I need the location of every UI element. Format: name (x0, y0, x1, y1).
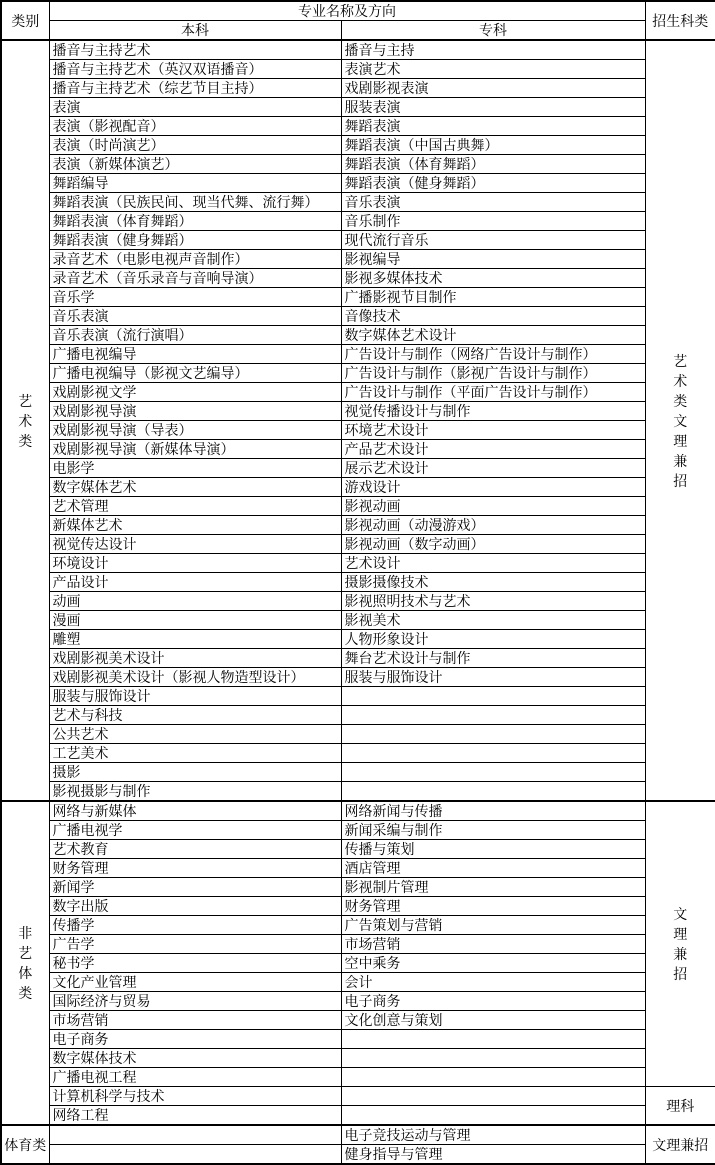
table-row (1, 155, 715, 174)
cell-college-major: 现代流行音乐 (341, 231, 645, 250)
table-row (1, 935, 715, 954)
table-row (1, 782, 715, 802)
cell-undergraduate-major: 新闻学 (49, 878, 341, 897)
cell-college-major: 影视照明技术与艺术 (341, 592, 645, 611)
cell-undergraduate-major: 摄影 (49, 763, 341, 782)
cell-undergraduate-major: 舞蹈表演（民族民间、现当代舞、流行舞） (49, 193, 341, 212)
cell-undergraduate-major: 音乐学 (49, 288, 341, 307)
table-row (1, 40, 715, 60)
cell-undergraduate-major: 表演 (49, 98, 341, 117)
cell-college-major: 游戏设计 (341, 478, 645, 497)
cell-undergraduate-major: 戏剧影视文学 (49, 383, 341, 402)
cell-college-major: 广告设计与制作（平面广告设计与制作） (341, 383, 645, 402)
table-row (1, 649, 715, 668)
table-row (1, 459, 715, 478)
cell-college-major: 舞台艺术设计与制作 (341, 649, 645, 668)
table-row (1, 611, 715, 630)
table-row (1, 136, 715, 155)
cell-undergraduate-major: 动画 (49, 592, 341, 611)
table-row (1, 212, 715, 231)
cell-undergraduate-major: 艺术与科技 (49, 706, 341, 725)
cell-college-major: 影视动画（动漫游戏） (341, 516, 645, 535)
cell-college-major: 空中乘务 (341, 954, 645, 973)
cell-undergraduate-major: 网络与新媒体 (49, 801, 341, 821)
cell-undergraduate-major: 戏剧影视美术设计（影视人物造型设计） (49, 668, 341, 687)
table-row (1, 878, 715, 897)
cell-college-major: 数字媒体艺术设计 (341, 326, 645, 345)
cell-college-major: 舞蹈表演（中国古典舞） (341, 136, 645, 155)
cell-college-major: 摄影摄像技术 (341, 573, 645, 592)
cell-undergraduate-major: 音乐表演（流行演唱） (49, 326, 341, 345)
cell-college-major (341, 725, 645, 744)
table-row (1, 1106, 715, 1126)
table-row (1, 668, 715, 687)
table-row (1, 763, 715, 782)
cell-undergraduate-major: 财务管理 (49, 859, 341, 878)
table-row (1, 269, 715, 288)
table-row (1, 840, 715, 859)
cell-undergraduate-major (49, 1145, 341, 1165)
cell-undergraduate-major: 工艺美术 (49, 744, 341, 763)
cell-undergraduate-major: 环境设计 (49, 554, 341, 573)
cell-college-major: 产品艺术设计 (341, 440, 645, 459)
table-row (1, 1030, 715, 1049)
header-enrollment-type: 招生科类 (645, 1, 715, 40)
table-row (1, 1145, 715, 1165)
cell-college-major: 网络新闻与传播 (341, 801, 645, 821)
cell-undergraduate-major: 戏剧影视美术设计 (49, 649, 341, 668)
cell-undergraduate-major: 戏剧影视导演 (49, 402, 341, 421)
table-row (1, 1087, 715, 1106)
table-row (1, 174, 715, 193)
cell-undergraduate-major: 数字媒体技术 (49, 1049, 341, 1068)
cell-college-major: 戏剧影视表演 (341, 79, 645, 98)
table-row (1, 992, 715, 1011)
table-row (1, 440, 715, 459)
cell-college-major: 影视动画 (341, 497, 645, 516)
cell-college-major: 展示艺术设计 (341, 459, 645, 478)
cell-college-major (341, 1030, 645, 1049)
table-row (1, 859, 715, 878)
table-row (1, 725, 715, 744)
cell-undergraduate-major: 舞蹈表演（体育舞蹈） (49, 212, 341, 231)
table-row (1, 231, 715, 250)
cell-college-major: 影视动画（数字动画） (341, 535, 645, 554)
table-row (1, 821, 715, 840)
cell-college-major: 健身指导与管理 (341, 1145, 645, 1165)
table-row (1, 421, 715, 440)
table-row (1, 516, 715, 535)
table-row (1, 1068, 715, 1087)
cell-college-major: 影视制片管理 (341, 878, 645, 897)
table-row (1, 497, 715, 516)
table-body (1, 40, 715, 1164)
cell-undergraduate-major: 播音与主持艺术（英汉双语播音） (49, 60, 341, 79)
cell-college-major (341, 687, 645, 706)
cell-college-major: 电子竞技运动与管理 (341, 1125, 645, 1145)
cell-college-major (341, 763, 645, 782)
cell-undergraduate-major: 戏剧影视导演（导表） (49, 421, 341, 440)
cell-college-major: 影视美术 (341, 611, 645, 630)
cell-college-major: 视觉传播设计与制作 (341, 402, 645, 421)
cell-undergraduate-major: 广播电视学 (49, 821, 341, 840)
table-row (1, 801, 715, 821)
cell-undergraduate-major: 数字媒体艺术 (49, 478, 341, 497)
cell-college-major (341, 1049, 645, 1068)
cell-college-major: 环境艺术设计 (341, 421, 645, 440)
table-row (1, 383, 715, 402)
cell-undergraduate-major: 计算机科学与技术 (49, 1087, 341, 1106)
table-row (1, 288, 715, 307)
cell-enrollment-type: 文 理 兼 招 (645, 801, 715, 1087)
cell-undergraduate-major: 表演（影视配音） (49, 117, 341, 136)
cell-enrollment-type: 理科 (645, 1087, 715, 1126)
header-undergraduate: 本科 (49, 21, 341, 41)
cell-undergraduate-major (49, 1125, 341, 1145)
cell-undergraduate-major: 电子商务 (49, 1030, 341, 1049)
table-row (1, 706, 715, 725)
cell-college-major: 新闻采编与制作 (341, 821, 645, 840)
table-row (1, 478, 715, 497)
cell-college-major: 服装与服饰设计 (341, 668, 645, 687)
cell-college-major: 广告设计与制作（网络广告设计与制作） (341, 345, 645, 364)
cell-undergraduate-major: 广播电视编导（影视文艺编导） (49, 364, 341, 383)
cell-college-major: 音像技术 (341, 307, 645, 326)
cell-undergraduate-major: 表演（时尚演艺） (49, 136, 341, 155)
cell-undergraduate-major: 艺术教育 (49, 840, 341, 859)
cell-college-major: 舞蹈表演（体育舞蹈） (341, 155, 645, 174)
cell-college-major: 舞蹈表演（健身舞蹈） (341, 174, 645, 193)
table-row (1, 98, 715, 117)
cell-undergraduate-major: 广播电视编导 (49, 345, 341, 364)
cell-undergraduate-major: 产品设计 (49, 573, 341, 592)
header-major-name: 专业名称及方向 (49, 1, 645, 21)
cell-college-major: 传播与策划 (341, 840, 645, 859)
table-row (1, 402, 715, 421)
cell-undergraduate-major: 舞蹈编导 (49, 174, 341, 193)
table-row (1, 345, 715, 364)
cell-undergraduate-major: 国际经济与贸易 (49, 992, 341, 1011)
cell-undergraduate-major: 广播电视工程 (49, 1068, 341, 1087)
cell-undergraduate-major: 播音与主持艺术 (49, 40, 341, 60)
cell-undergraduate-major: 艺术管理 (49, 497, 341, 516)
cell-undergraduate-major: 公共艺术 (49, 725, 341, 744)
table-row (1, 897, 715, 916)
cell-college-major (341, 1087, 645, 1106)
cell-college-major (341, 744, 645, 763)
table-row (1, 744, 715, 763)
table-row (1, 573, 715, 592)
cell-undergraduate-major: 漫画 (49, 611, 341, 630)
cell-undergraduate-major: 音乐表演 (49, 307, 341, 326)
cell-category: 艺 术 类 (1, 40, 49, 801)
cell-college-major: 服装表演 (341, 98, 645, 117)
cell-category: 非 艺 体 类 (1, 801, 49, 1125)
table-row (1, 326, 715, 345)
cell-undergraduate-major: 视觉传达设计 (49, 535, 341, 554)
table-row (1, 954, 715, 973)
cell-college-major: 艺术设计 (341, 554, 645, 573)
table-row (1, 364, 715, 383)
header-college: 专科 (341, 21, 645, 41)
table-row (1, 1011, 715, 1030)
cell-undergraduate-major: 网络工程 (49, 1106, 341, 1126)
cell-college-major: 广告设计与制作（影视广告设计与制作） (341, 364, 645, 383)
cell-category: 体育类 (1, 1125, 49, 1164)
cell-college-major: 影视多媒体技术 (341, 269, 645, 288)
cell-college-major: 电子商务 (341, 992, 645, 1011)
table-row (1, 592, 715, 611)
cell-college-major: 人物形象设计 (341, 630, 645, 649)
cell-college-major (341, 1106, 645, 1126)
cell-undergraduate-major: 服装与服饰设计 (49, 687, 341, 706)
cell-undergraduate-major: 录音艺术（音乐录音与音响导演） (49, 269, 341, 288)
cell-undergraduate-major: 新媒体艺术 (49, 516, 341, 535)
table-row (1, 193, 715, 212)
cell-undergraduate-major: 电影学 (49, 459, 341, 478)
header-category: 类别 (1, 1, 49, 40)
table-row (1, 535, 715, 554)
table-row (1, 973, 715, 992)
cell-undergraduate-major: 广告学 (49, 935, 341, 954)
cell-college-major: 表演艺术 (341, 60, 645, 79)
table-row (1, 630, 715, 649)
cell-undergraduate-major: 雕塑 (49, 630, 341, 649)
cell-college-major: 文化创意与策划 (341, 1011, 645, 1030)
cell-enrollment-type: 文理兼招 (645, 1125, 715, 1164)
table-row (1, 1125, 715, 1145)
cell-college-major: 广播影视节目制作 (341, 288, 645, 307)
table-row (1, 916, 715, 935)
table-row (1, 60, 715, 79)
cell-undergraduate-major: 表演（新媒体演艺） (49, 155, 341, 174)
cell-college-major: 酒店管理 (341, 859, 645, 878)
cell-college-major: 舞蹈表演 (341, 117, 645, 136)
cell-college-major (341, 782, 645, 802)
cell-undergraduate-major: 数字出版 (49, 897, 341, 916)
table-row (1, 554, 715, 573)
table-row (1, 250, 715, 269)
cell-college-major: 广告策划与营销 (341, 916, 645, 935)
table-row (1, 79, 715, 98)
cell-undergraduate-major: 传播学 (49, 916, 341, 935)
cell-college-major: 音乐表演 (341, 193, 645, 212)
cell-undergraduate-major: 戏剧影视导演（新媒体导演） (49, 440, 341, 459)
table-row (1, 1049, 715, 1068)
table-row (1, 307, 715, 326)
cell-college-major: 财务管理 (341, 897, 645, 916)
cell-undergraduate-major: 播音与主持艺术（综艺节目主持） (49, 79, 341, 98)
cell-college-major (341, 706, 645, 725)
cell-college-major: 会计 (341, 973, 645, 992)
cell-enrollment-type: 艺 术 类 文 理 兼 招 (645, 40, 715, 801)
cell-college-major: 播音与主持 (341, 40, 645, 60)
table-row (1, 687, 715, 706)
cell-undergraduate-major: 文化产业管理 (49, 973, 341, 992)
cell-college-major: 影视编导 (341, 250, 645, 269)
cell-undergraduate-major: 秘书学 (49, 954, 341, 973)
cell-undergraduate-major: 市场营销 (49, 1011, 341, 1030)
cell-college-major: 音乐制作 (341, 212, 645, 231)
cell-college-major: 市场营销 (341, 935, 645, 954)
cell-undergraduate-major: 录音艺术（电影电视声音制作） (49, 250, 341, 269)
cell-undergraduate-major: 影视摄影与制作 (49, 782, 341, 802)
cell-college-major (341, 1068, 645, 1087)
cell-undergraduate-major: 舞蹈表演（健身舞蹈） (49, 231, 341, 250)
table-row (1, 117, 715, 136)
